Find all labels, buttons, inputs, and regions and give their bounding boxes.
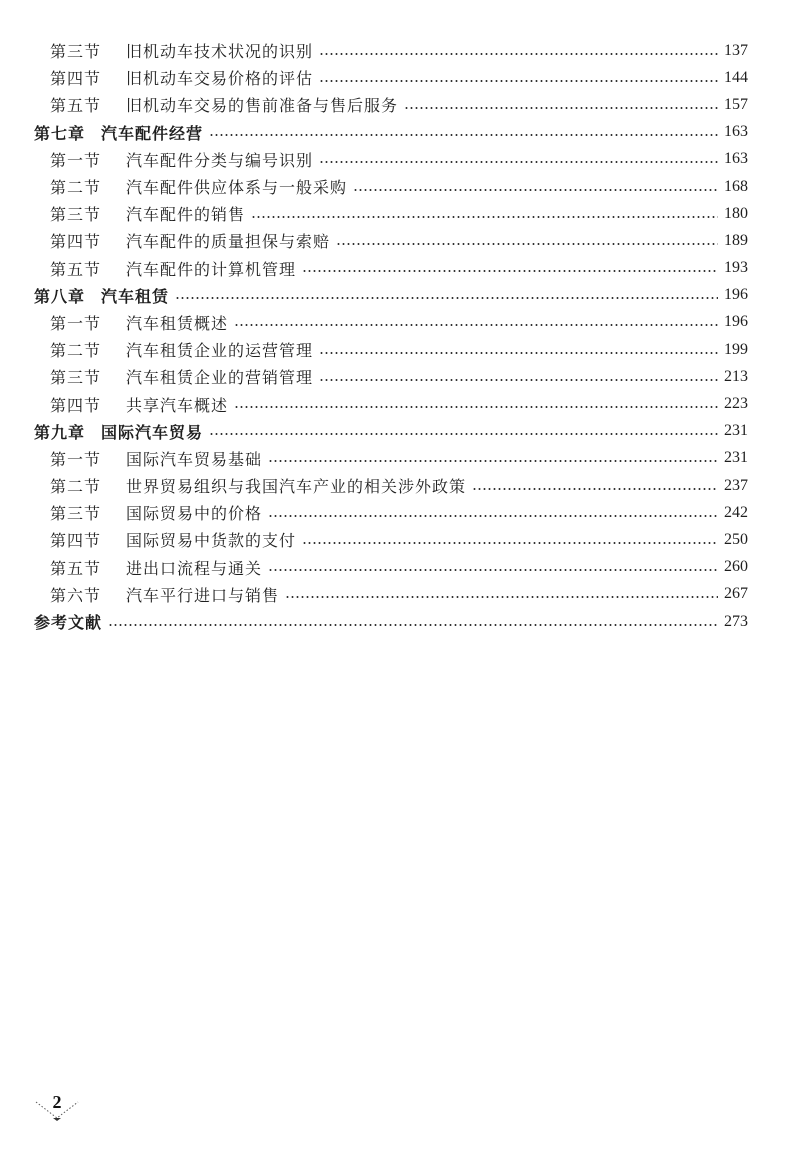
chapter-title: 国际汽车贸易 — [101, 422, 204, 442]
page-number: 267 — [724, 585, 748, 603]
section-number: 第三节 — [50, 205, 102, 225]
page-number: 199 — [724, 340, 748, 358]
toc-entry-label — [50, 501, 262, 524]
dot-leader — [336, 243, 718, 245]
section-number: 第四节 — [50, 395, 102, 415]
page-number: 250 — [724, 530, 748, 548]
toc-entry-section[interactable] — [0, 445, 790, 472]
page-number: 237 — [724, 476, 748, 494]
dot-leader — [319, 379, 718, 381]
section-title: 汽车租赁企业的运营管理 — [126, 341, 314, 361]
page-number: 260 — [724, 558, 748, 576]
page-number: 193 — [724, 259, 748, 277]
toc-entry-label — [34, 420, 203, 443]
toc-entry-section[interactable] — [0, 526, 790, 553]
dot-leader — [319, 53, 718, 55]
toc-entry-section[interactable] — [0, 336, 790, 363]
toc-entry-label — [50, 528, 296, 551]
toc-entry-section[interactable] — [0, 363, 790, 390]
section-title: 汽车租赁企业的营销管理 — [126, 368, 314, 388]
toc-entry-label — [50, 39, 313, 62]
page-number: 144 — [724, 68, 748, 86]
dot-leader — [234, 324, 718, 326]
folio-page-number: 2 — [52, 1092, 62, 1112]
toc-entry-chapter[interactable] — [0, 282, 790, 309]
section-title: 共享汽车概述 — [126, 395, 229, 415]
page-number: 231 — [724, 449, 748, 467]
page-number: 157 — [724, 95, 748, 113]
section-title: 旧机动车交易价格的评估 — [126, 69, 314, 89]
chapter-number: 第九章 — [34, 422, 86, 442]
page-number: 163 — [724, 150, 748, 168]
dot-leader — [234, 406, 718, 408]
section-title: 国际贸易中的价格 — [126, 504, 263, 524]
dot-leader — [319, 80, 718, 82]
dot-leader — [175, 297, 718, 299]
page-folio — [34, 1090, 80, 1122]
dot-leader — [404, 107, 718, 109]
section-number: 第三节 — [50, 42, 102, 62]
page-number: 196 — [724, 286, 748, 304]
section-number: 第一节 — [50, 313, 102, 333]
toc-entry-label — [50, 474, 466, 497]
page-number: 196 — [724, 313, 748, 331]
toc-entry-label — [50, 66, 313, 89]
toc-entry-chapter[interactable] — [0, 119, 790, 146]
toc-entry-label — [50, 229, 330, 252]
dot-leader — [108, 624, 718, 626]
section-number: 第三节 — [50, 368, 102, 388]
toc-entry-label — [34, 610, 102, 633]
section-number: 第一节 — [50, 449, 102, 469]
section-number: 第五节 — [50, 558, 102, 578]
dot-leader — [302, 542, 718, 544]
toc-entry-label — [50, 393, 228, 416]
section-title: 汽车配件的质量担保与索赔 — [126, 232, 331, 252]
section-number: 第二节 — [50, 477, 102, 497]
page-number: 223 — [724, 395, 748, 413]
chapter-number: 第八章 — [34, 286, 86, 306]
toc-entry-chapter[interactable] — [0, 418, 790, 445]
chapter-number: 第七章 — [34, 123, 86, 143]
dot-leader — [268, 460, 718, 462]
dot-leader — [319, 352, 718, 354]
references-title: 参考文献 — [34, 613, 103, 633]
dot-leader — [472, 488, 718, 490]
toc-entry-section[interactable] — [0, 146, 790, 173]
page-number: 242 — [724, 503, 748, 521]
section-number: 第三节 — [50, 504, 102, 524]
toc-entry-section[interactable] — [0, 200, 790, 227]
dot-leader — [353, 189, 718, 191]
dot-leader — [285, 596, 718, 598]
toc-entry-label — [34, 284, 169, 307]
page-number: 231 — [724, 422, 748, 440]
toc-entry-section[interactable] — [0, 499, 790, 526]
section-title: 国际贸易中货款的支付 — [126, 531, 297, 551]
dot-leader — [209, 134, 718, 136]
toc-entry-section[interactable] — [0, 173, 790, 200]
section-number: 第一节 — [50, 150, 102, 170]
toc-entry-section[interactable] — [0, 91, 790, 118]
toc-entry-label — [50, 148, 313, 171]
section-title: 汽车配件分类与编号识别 — [126, 150, 314, 170]
section-title: 汽车配件供应体系与一般采购 — [126, 178, 348, 198]
chapter-title: 汽车租赁 — [101, 286, 170, 306]
toc-entry-label — [50, 202, 245, 225]
toc-entry-label — [50, 257, 296, 280]
section-title: 旧机动车交易的售前准备与售后服务 — [126, 96, 399, 116]
section-title: 国际汽车贸易基础 — [126, 449, 263, 469]
dot-leader — [302, 270, 718, 272]
section-title: 汽车配件的销售 — [126, 205, 246, 225]
chapter-title: 汽车配件经营 — [101, 123, 204, 143]
toc-entry-label — [50, 365, 313, 388]
section-number: 第二节 — [50, 341, 102, 361]
toc-entry-references[interactable] — [0, 608, 790, 635]
section-title: 世界贸易组织与我国汽车产业的相关涉外政策 — [126, 477, 467, 497]
section-number: 第四节 — [50, 69, 102, 89]
section-title: 汽车平行进口与销售 — [126, 585, 280, 605]
dot-leader — [268, 569, 718, 571]
dot-leader — [268, 515, 718, 517]
section-number: 第五节 — [50, 96, 102, 116]
page-number: 168 — [724, 177, 748, 195]
toc-entry-label — [50, 583, 279, 606]
toc-entry-label — [50, 338, 313, 361]
toc-entry-section[interactable] — [0, 255, 790, 282]
toc-entry-section[interactable] — [0, 227, 790, 254]
toc-entry-label — [50, 175, 347, 198]
dot-leader — [251, 216, 718, 218]
toc-entry-section[interactable] — [0, 37, 790, 64]
toc-entry-section[interactable] — [0, 581, 790, 608]
toc-entry-section[interactable] — [0, 309, 790, 336]
toc-entry-section[interactable] — [0, 64, 790, 91]
page-number: 163 — [724, 123, 748, 141]
page-number: 189 — [724, 231, 748, 249]
page-number: 273 — [724, 612, 748, 630]
page-number: 213 — [724, 367, 748, 385]
section-number: 第五节 — [50, 259, 102, 279]
section-number: 第四节 — [50, 232, 102, 252]
section-number: 第二节 — [50, 178, 102, 198]
toc-entry-section[interactable] — [0, 554, 790, 581]
dot-leader — [319, 161, 718, 163]
toc-entry-section[interactable] — [0, 390, 790, 417]
toc-entry-label — [50, 311, 228, 334]
section-number: 第六节 — [50, 585, 102, 605]
section-title: 汽车租赁概述 — [126, 313, 229, 333]
toc-entry-section[interactable] — [0, 472, 790, 499]
toc-entry-label — [50, 93, 398, 116]
toc-entry-label — [34, 121, 203, 144]
section-title: 汽车配件的计算机管理 — [126, 259, 297, 279]
dot-leader — [209, 433, 718, 435]
section-number: 第四节 — [50, 531, 102, 551]
section-title: 旧机动车技术状况的识别 — [126, 42, 314, 62]
page-number: 137 — [724, 41, 748, 59]
table-of-contents — [0, 37, 790, 635]
toc-entry-label — [50, 447, 262, 470]
section-title: 进出口流程与通关 — [126, 558, 263, 578]
toc-entry-label — [50, 556, 262, 579]
page-number: 180 — [724, 204, 748, 222]
